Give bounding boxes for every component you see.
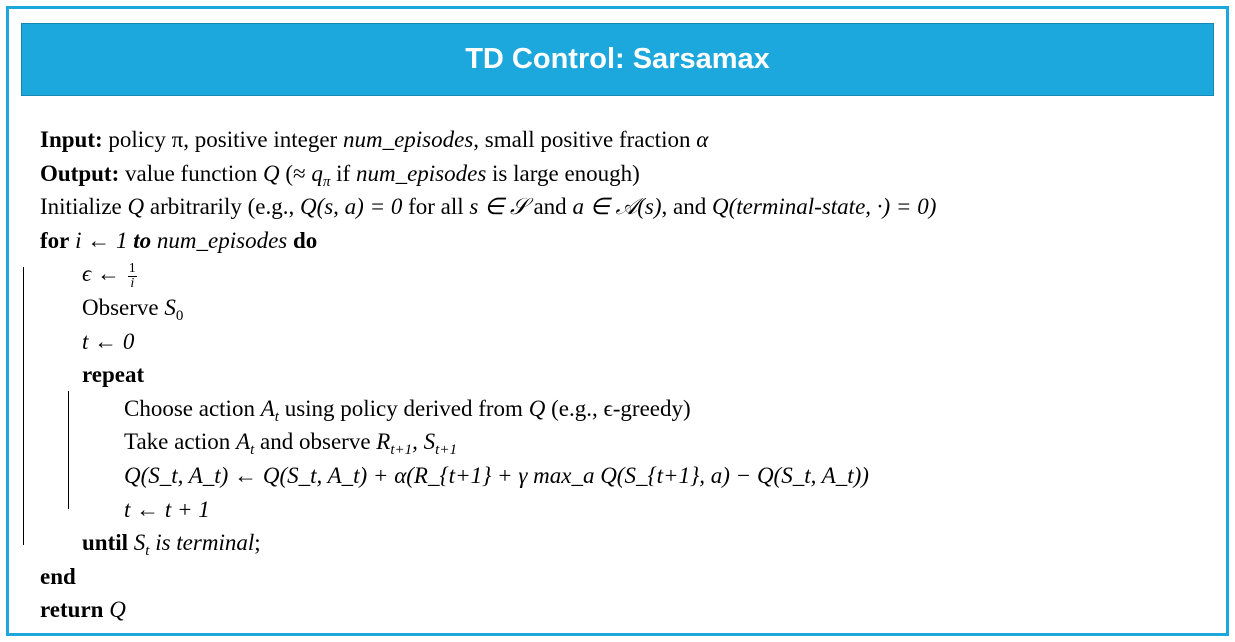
choose-action-line: Choose action $A_t$ using policy derived from Q (e.g., ϵ-greedy) (124, 395, 691, 425)
until-line: until $S_t$ is terminal; (82, 530, 261, 560)
t-init-line: t ← 0 (82, 328, 135, 354)
observe-line: Observe $S_0$ (82, 294, 184, 324)
algorithm-body (40, 123, 1220, 627)
initialize-line: Initialize Q arbitrarily (e.g., Q(s, a) = 0 for all s ∈ 𝒮 and a ∈ 𝒜(s), and Q(terminal-state, ·) = 0) (40, 194, 937, 220)
epsilon-line: ϵ ← $\frac{1}{i}$ (82, 260, 136, 291)
end-line: end (40, 563, 76, 589)
for-loop-bar (23, 267, 24, 545)
for-line: for i ← 1 to num_episodes do (40, 227, 318, 253)
epsilon-fraction: $\frac{1}{i}$ (128, 260, 136, 291)
input-line: Input: policy π, positive integer num_episodes, small positive fraction α (40, 127, 709, 152)
t-increment-line: t ← t + 1 (124, 496, 210, 522)
take-action-line: Take action $A_t$ and observe $R_{t+1}$, $S_{t+1}$ (124, 429, 457, 459)
output-line: Output: value function Q (≈ $q_\pi$ if num_episodes is large enough) (40, 160, 640, 190)
return-line: return Q (40, 597, 126, 623)
repeat-line: repeat (82, 362, 145, 388)
page-title: TD Control: Sarsamax (21, 23, 1214, 96)
algorithm-frame (6, 6, 1229, 636)
update-line: Q(S_t, A_t) ← Q(S_t, A_t) + α(R_{t+1} + γ max_a Q(S_{t+1}, a) − Q(S_t, A_t)) (124, 462, 869, 488)
